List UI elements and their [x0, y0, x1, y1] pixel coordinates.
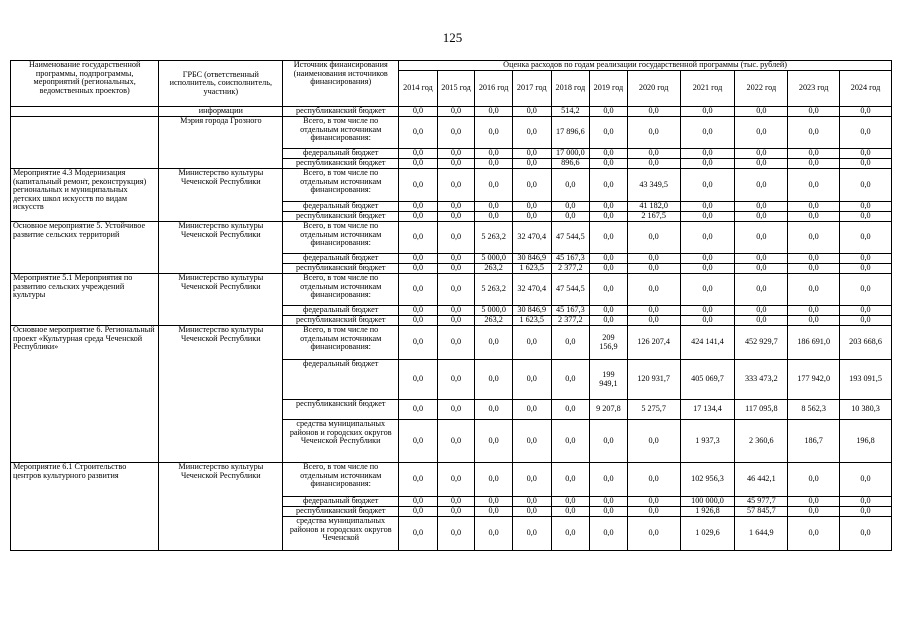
value-cell: 0,0	[475, 107, 513, 117]
header-grbs: ГРБС (ответственный исполнитель, соисполнитель, участник)	[159, 61, 283, 107]
value-cell: 5 000,0	[475, 254, 513, 264]
value-cell: 0,0	[627, 316, 680, 326]
value-cell: 1 926,8	[680, 507, 735, 517]
source-cell: республиканский бюджет	[283, 507, 399, 517]
value-cell: 0,0	[788, 517, 840, 551]
source-cell: федеральный бюджет	[283, 360, 399, 400]
value-cell: 0,0	[399, 507, 438, 517]
program-cell: Основное мероприятие 5. Устойчивое развитие сельских территорий	[11, 222, 159, 274]
grbs-cell: информации	[159, 107, 283, 117]
value-cell: 0,0	[437, 517, 475, 551]
value-cell: 41 182,0	[627, 202, 680, 212]
value-cell: 0,0	[840, 107, 892, 117]
value-cell: 0,0	[437, 202, 475, 212]
value-cell: 0,0	[735, 202, 788, 212]
value-cell: 0,0	[680, 107, 735, 117]
value-cell: 0,0	[437, 507, 475, 517]
program-cell	[11, 107, 159, 117]
value-cell: 0,0	[627, 117, 680, 149]
source-cell: Всего, в том числе по отдельным источникам финансирования:	[283, 222, 399, 254]
value-cell: 0,0	[840, 274, 892, 306]
value-cell: 9 207,8	[590, 400, 628, 420]
value-cell: 0,0	[627, 420, 680, 463]
table-row	[11, 107, 892, 117]
value-cell: 0,0	[788, 264, 840, 274]
value-cell: 0,0	[627, 264, 680, 274]
source-cell: федеральный бюджет	[283, 254, 399, 264]
value-cell: 0,0	[840, 222, 892, 254]
value-cell: 32 470,4	[512, 222, 551, 254]
grbs-cell: Министерство культуры Чеченской Республики	[159, 463, 283, 551]
table-row	[11, 222, 892, 254]
value-cell: 43 349,5	[627, 169, 680, 202]
header-year: 2014 год	[399, 71, 438, 107]
value-cell: 0,0	[475, 202, 513, 212]
value-cell: 0,0	[512, 326, 551, 360]
value-cell: 263,2	[475, 316, 513, 326]
value-cell: 1 623,5	[512, 264, 551, 274]
value-cell: 0,0	[399, 400, 438, 420]
value-cell: 0,0	[512, 202, 551, 212]
value-cell: 0,0	[590, 517, 628, 551]
value-cell: 0,0	[735, 159, 788, 169]
value-cell: 0,0	[627, 159, 680, 169]
value-cell: 0,0	[788, 254, 840, 264]
value-cell: 0,0	[512, 107, 551, 117]
value-cell: 0,0	[788, 159, 840, 169]
value-cell: 0,0	[680, 274, 735, 306]
value-cell: 0,0	[437, 463, 475, 497]
page-number: 125	[442, 30, 463, 45]
value-cell: 0,0	[590, 254, 628, 264]
value-cell: 0,0	[735, 306, 788, 316]
value-cell: 0,0	[475, 497, 513, 507]
value-cell: 0,0	[512, 507, 551, 517]
value-cell: 0,0	[680, 202, 735, 212]
value-cell: 0,0	[840, 212, 892, 222]
value-cell: 0,0	[551, 507, 590, 517]
value-cell: 0,0	[399, 212, 438, 222]
value-cell: 0,0	[840, 517, 892, 551]
value-cell: 0,0	[512, 159, 551, 169]
value-cell: 17 000,0	[551, 149, 590, 159]
value-cell: 30 846,9	[512, 306, 551, 316]
value-cell: 5 263,2	[475, 274, 513, 306]
value-cell: 0,0	[512, 463, 551, 497]
value-cell: 0,0	[840, 507, 892, 517]
header-year: 2016 год	[475, 71, 513, 107]
value-cell: 0,0	[437, 107, 475, 117]
value-cell: 0,0	[840, 202, 892, 212]
value-cell: 0,0	[788, 117, 840, 149]
value-cell: 0,0	[840, 169, 892, 202]
value-cell: 0,0	[680, 306, 735, 316]
value-cell: 0,0	[399, 202, 438, 212]
value-cell: 452 929,7	[735, 326, 788, 360]
value-cell: 46 442,1	[735, 463, 788, 497]
value-cell: 0,0	[788, 306, 840, 316]
value-cell: 0,0	[840, 254, 892, 264]
value-cell: 0,0	[788, 274, 840, 306]
value-cell: 0,0	[475, 117, 513, 149]
value-cell: 0,0	[735, 264, 788, 274]
value-cell: 333 473,2	[735, 360, 788, 400]
table-row	[11, 463, 892, 497]
value-cell: 0,0	[551, 212, 590, 222]
value-cell: 0,0	[627, 254, 680, 264]
value-cell: 0,0	[512, 517, 551, 551]
value-cell: 0,0	[437, 274, 475, 306]
value-cell: 2 167,5	[627, 212, 680, 222]
header-year: 2024 год	[840, 71, 892, 107]
value-cell: 0,0	[680, 149, 735, 159]
value-cell: 0,0	[437, 400, 475, 420]
value-cell: 0,0	[590, 264, 628, 274]
value-cell: 0,0	[840, 306, 892, 316]
header-year: 2020 год	[627, 71, 680, 107]
value-cell: 0,0	[399, 316, 438, 326]
value-cell: 0,0	[437, 326, 475, 360]
value-cell: 0,0	[590, 202, 628, 212]
value-cell: 0,0	[627, 507, 680, 517]
value-cell: 0,0	[437, 420, 475, 463]
value-cell: 0,0	[512, 497, 551, 507]
grbs-cell: Мэрия города Грозного	[159, 117, 283, 169]
value-cell: 1 029,6	[680, 517, 735, 551]
value-cell: 0,0	[590, 463, 628, 497]
grbs-cell: Министерство культуры Чеченской Республики	[159, 169, 283, 222]
value-cell: 199 949,1	[590, 360, 628, 400]
value-cell: 0,0	[551, 497, 590, 507]
value-cell: 0,0	[551, 326, 590, 360]
header-year: 2019 год	[590, 71, 628, 107]
value-cell: 0,0	[399, 107, 438, 117]
table-row	[11, 326, 892, 360]
program-cell: Основное мероприятие 6. Региональный проект «Культурная среда Чеченской Республики»	[11, 326, 159, 463]
value-cell: 186 691,0	[788, 326, 840, 360]
value-cell: 0,0	[627, 222, 680, 254]
value-cell: 0,0	[680, 212, 735, 222]
value-cell: 0,0	[551, 463, 590, 497]
value-cell: 45 167,3	[551, 306, 590, 316]
value-cell: 186,7	[788, 420, 840, 463]
value-cell: 0,0	[399, 169, 438, 202]
value-cell: 0,0	[735, 117, 788, 149]
value-cell: 0,0	[551, 202, 590, 212]
source-cell: республиканский бюджет	[283, 264, 399, 274]
value-cell: 0,0	[735, 149, 788, 159]
value-cell: 0,0	[627, 497, 680, 507]
value-cell: 0,0	[399, 497, 438, 507]
value-cell: 0,0	[680, 159, 735, 169]
value-cell: 0,0	[475, 326, 513, 360]
value-cell: 203 668,6	[840, 326, 892, 360]
value-cell: 0,0	[840, 497, 892, 507]
table-row	[11, 169, 892, 202]
value-cell: 45 977,7	[735, 497, 788, 507]
value-cell: 0,0	[680, 316, 735, 326]
value-cell: 17 134,4	[680, 400, 735, 420]
value-cell: 0,0	[788, 107, 840, 117]
value-cell: 0,0	[590, 420, 628, 463]
source-cell: федеральный бюджет	[283, 306, 399, 316]
value-cell: 0,0	[788, 463, 840, 497]
value-cell: 0,0	[788, 507, 840, 517]
source-cell: федеральный бюджет	[283, 149, 399, 159]
value-cell: 0,0	[590, 212, 628, 222]
value-cell: 0,0	[590, 497, 628, 507]
value-cell: 177 942,0	[788, 360, 840, 400]
source-cell: республиканский бюджет	[283, 159, 399, 169]
value-cell: 0,0	[512, 400, 551, 420]
header-year: 2021 год	[680, 71, 735, 107]
value-cell: 0,0	[735, 107, 788, 117]
value-cell: 47 544,5	[551, 222, 590, 254]
value-cell: 0,0	[475, 159, 513, 169]
program-cell: Мероприятие 4.3 Модернизация (капитальный ремонт, реконструкция) региональных и муниципальных детских школ искусств по видам искусств	[11, 169, 159, 222]
value-cell: 0,0	[788, 497, 840, 507]
value-cell: 0,0	[399, 117, 438, 149]
value-cell: 0,0	[627, 463, 680, 497]
value-cell: 0,0	[399, 274, 438, 306]
value-cell: 0,0	[788, 169, 840, 202]
value-cell: 0,0	[627, 149, 680, 159]
value-cell: 0,0	[399, 420, 438, 463]
source-cell: республиканский бюджет	[283, 400, 399, 420]
value-cell: 0,0	[627, 517, 680, 551]
value-cell: 0,0	[512, 212, 551, 222]
value-cell: 896,6	[551, 159, 590, 169]
value-cell: 57 845,7	[735, 507, 788, 517]
value-cell: 0,0	[627, 107, 680, 117]
value-cell: 0,0	[840, 117, 892, 149]
value-cell: 0,0	[437, 264, 475, 274]
value-cell: 0,0	[512, 169, 551, 202]
value-cell: 0,0	[788, 212, 840, 222]
source-cell: республиканский бюджет	[283, 212, 399, 222]
value-cell: 0,0	[475, 517, 513, 551]
value-cell: 0,0	[680, 117, 735, 149]
program-cell	[11, 117, 159, 169]
value-cell: 0,0	[512, 420, 551, 463]
value-cell: 0,0	[735, 169, 788, 202]
value-cell: 0,0	[590, 107, 628, 117]
value-cell: 0,0	[475, 360, 513, 400]
grbs-cell: Министерство культуры Чеченской Республики	[159, 222, 283, 274]
value-cell: 0,0	[399, 360, 438, 400]
value-cell: 0,0	[437, 254, 475, 264]
value-cell: 0,0	[437, 169, 475, 202]
source-cell: Всего, в том числе по отдельным источникам финансирования:	[283, 463, 399, 497]
value-cell: 0,0	[437, 316, 475, 326]
value-cell: 0,0	[627, 274, 680, 306]
value-cell: 0,0	[590, 149, 628, 159]
value-cell: 0,0	[512, 149, 551, 159]
value-cell: 0,0	[680, 254, 735, 264]
value-cell: 0,0	[475, 463, 513, 497]
value-cell: 0,0	[840, 463, 892, 497]
header-year: 2022 год	[735, 71, 788, 107]
value-cell: 8 562,3	[788, 400, 840, 420]
value-cell: 0,0	[590, 507, 628, 517]
source-cell: федеральный бюджет	[283, 202, 399, 212]
value-cell: 0,0	[735, 274, 788, 306]
value-cell: 0,0	[551, 360, 590, 400]
value-cell: 2 377,2	[551, 264, 590, 274]
value-cell: 0,0	[437, 497, 475, 507]
value-cell: 0,0	[590, 117, 628, 149]
value-cell: 0,0	[551, 517, 590, 551]
value-cell: 0,0	[788, 149, 840, 159]
value-cell: 126 207,4	[627, 326, 680, 360]
value-cell: 0,0	[788, 316, 840, 326]
value-cell: 30 846,9	[512, 254, 551, 264]
value-cell: 0,0	[437, 222, 475, 254]
value-cell: 0,0	[735, 212, 788, 222]
header-year: 2015 год	[437, 71, 475, 107]
value-cell: 0,0	[680, 169, 735, 202]
header-years-title: Оценка расходов по годам реализации государственной программы (тыс. рублей)	[399, 61, 892, 71]
header-year: 2023 год	[788, 71, 840, 107]
value-cell: 0,0	[437, 159, 475, 169]
value-cell: 0,0	[399, 463, 438, 497]
value-cell: 0,0	[512, 360, 551, 400]
header-source: Источник финансирования (наименования источников финансирования)	[283, 61, 399, 107]
value-cell: 32 470,4	[512, 274, 551, 306]
source-cell: республиканский бюджет	[283, 316, 399, 326]
value-cell: 0,0	[475, 212, 513, 222]
header-year: 2017 год	[512, 71, 551, 107]
value-cell: 405 069,7	[680, 360, 735, 400]
source-cell: Всего, в том числе по отдельным источникам финансирования:	[283, 117, 399, 149]
value-cell: 0,0	[399, 264, 438, 274]
value-cell: 0,0	[399, 306, 438, 316]
value-cell: 0,0	[475, 420, 513, 463]
value-cell: 0,0	[551, 400, 590, 420]
value-cell: 0,0	[680, 222, 735, 254]
value-cell: 0,0	[680, 264, 735, 274]
value-cell: 0,0	[437, 149, 475, 159]
value-cell: 10 380,3	[840, 400, 892, 420]
source-cell: федеральный бюджет	[283, 497, 399, 507]
value-cell: 0,0	[735, 222, 788, 254]
source-cell: средства муниципальных районов и городских округов Чеченской Республики	[283, 420, 399, 463]
table-row	[11, 274, 892, 306]
value-cell: 263,2	[475, 264, 513, 274]
budget-table	[10, 60, 892, 551]
value-cell: 0,0	[475, 149, 513, 159]
value-cell: 0,0	[512, 117, 551, 149]
value-cell: 0,0	[590, 222, 628, 254]
program-cell: Мероприятие 5.1 Мероприятия по развитию сельских учреждений культуры	[11, 274, 159, 326]
value-cell: 117 095,8	[735, 400, 788, 420]
value-cell: 0,0	[590, 159, 628, 169]
value-cell: 0,0	[590, 169, 628, 202]
source-cell: Всего, в том числе по отдельным источникам финансирования:	[283, 326, 399, 360]
value-cell: 1 644,9	[735, 517, 788, 551]
value-cell: 47 544,5	[551, 274, 590, 306]
value-cell: 196,8	[840, 420, 892, 463]
source-cell: республиканский бюджет	[283, 107, 399, 117]
header-program: Наименование государственной программы, подпрограммы, мероприятий (региональных, ведомственных проектов)	[11, 61, 159, 107]
value-cell: 0,0	[590, 316, 628, 326]
value-cell: 0,0	[437, 212, 475, 222]
header-year: 2018 год	[551, 71, 590, 107]
value-cell: 0,0	[788, 222, 840, 254]
source-cell: Всего, в том числе по отдельным источникам финансирования:	[283, 274, 399, 306]
value-cell: 0,0	[840, 264, 892, 274]
value-cell: 2 377,2	[551, 316, 590, 326]
source-cell: средства муниципальных районов и городских округов Чеченской	[283, 517, 399, 551]
value-cell: 0,0	[437, 360, 475, 400]
grbs-cell: Министерство культуры Чеченской Республики	[159, 274, 283, 326]
value-cell: 0,0	[437, 306, 475, 316]
value-cell: 5 000,0	[475, 306, 513, 316]
value-cell: 193 091,5	[840, 360, 892, 400]
value-cell: 0,0	[475, 169, 513, 202]
value-cell: 45 167,3	[551, 254, 590, 264]
program-cell: Мероприятие 6.1 Строительство центров культурного развития	[11, 463, 159, 551]
value-cell: 5 275,7	[627, 400, 680, 420]
table-row	[11, 117, 892, 149]
value-cell: 0,0	[551, 420, 590, 463]
value-cell: 0,0	[590, 306, 628, 316]
source-cell: Всего, в том числе по отдельным источникам финансирования:	[283, 169, 399, 202]
value-cell: 0,0	[475, 400, 513, 420]
value-cell: 0,0	[735, 316, 788, 326]
value-cell: 0,0	[399, 222, 438, 254]
value-cell: 0,0	[627, 306, 680, 316]
value-cell: 0,0	[399, 254, 438, 264]
value-cell: 5 263,2	[475, 222, 513, 254]
value-cell: 100 000,0	[680, 497, 735, 507]
value-cell: 1 623,5	[512, 316, 551, 326]
value-cell: 0,0	[437, 117, 475, 149]
grbs-cell: Министерство культуры Чеченской Республики	[159, 326, 283, 463]
value-cell: 1 937,3	[680, 420, 735, 463]
value-cell: 209 156,9	[590, 326, 628, 360]
value-cell: 424 141,4	[680, 326, 735, 360]
value-cell: 514,2	[551, 107, 590, 117]
value-cell: 17 896,6	[551, 117, 590, 149]
value-cell: 0,0	[840, 149, 892, 159]
value-cell: 0,0	[840, 159, 892, 169]
value-cell: 0,0	[840, 316, 892, 326]
value-cell: 0,0	[551, 169, 590, 202]
value-cell: 0,0	[475, 507, 513, 517]
value-cell: 0,0	[399, 517, 438, 551]
value-cell: 0,0	[399, 159, 438, 169]
value-cell: 0,0	[590, 274, 628, 306]
value-cell: 0,0	[399, 149, 438, 159]
value-cell: 102 956,3	[680, 463, 735, 497]
value-cell: 2 360,6	[735, 420, 788, 463]
value-cell: 0,0	[735, 254, 788, 264]
value-cell: 0,0	[788, 202, 840, 212]
value-cell: 0,0	[399, 326, 438, 360]
value-cell: 120 931,7	[627, 360, 680, 400]
